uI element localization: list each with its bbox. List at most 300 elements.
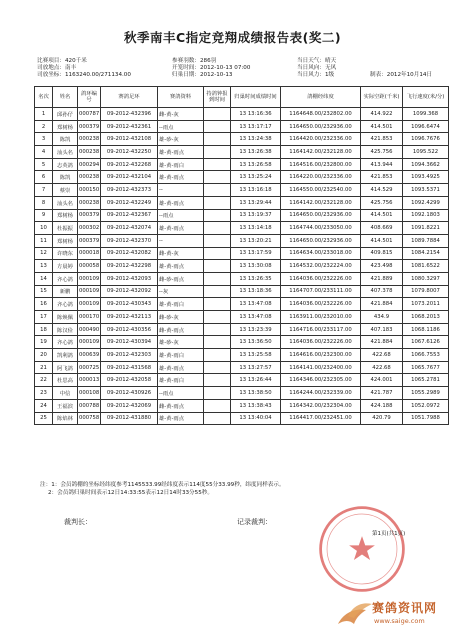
table-cell: 陈焰林 (53, 412, 78, 425)
table-cell: 雌-黄-雨点 (158, 323, 204, 336)
table-cell (204, 158, 231, 171)
table-cell: 1164420.00/232336.00 (281, 133, 361, 146)
table-cell: 雄-黄-雨点 (158, 412, 204, 425)
table-cell: 齐心鸽 (53, 272, 78, 285)
table-cell: 09-2012-432104 (101, 171, 158, 184)
table-row (35, 184, 449, 197)
table-cell: 1066.7553 (403, 349, 449, 362)
meta-item: 当日风向：无风 (297, 65, 337, 72)
table-cell: 雄-黄-雨点 (158, 196, 204, 209)
table-cell: 422.68 (361, 349, 403, 362)
table-cell: 408.669 (361, 222, 403, 235)
table-cell (204, 120, 231, 133)
table-cell: 409.815 (361, 247, 403, 260)
table-cell: 12 (35, 247, 53, 260)
table-cell (204, 222, 231, 235)
table-cell: 汕头名 (53, 196, 78, 209)
table-cell: 1164142.00/232128.00 (281, 146, 361, 159)
table-cell: 齐心鸽 (53, 336, 78, 349)
table-cell (204, 133, 231, 146)
table-row (35, 374, 449, 387)
col-header: 持鸽钟报到时间 (204, 87, 231, 108)
table-row (35, 298, 449, 311)
table-cell: 志英鸽 (53, 158, 78, 171)
table-cell: 13 13:38:43 (231, 399, 281, 412)
report-title: 秋季南丰C指定竞翔成绩报告表(奖二) (123, 30, 342, 45)
watermark-title: 赛鸽资讯网 (372, 601, 438, 615)
table-cell: 郑树杨 (53, 209, 78, 222)
table-cell: 422.68 (361, 361, 403, 374)
table-cell: 13 13:47:08 (231, 298, 281, 311)
table-cell: 1164036.00/232226.00 (281, 272, 361, 285)
table-cell: 000379 (78, 209, 101, 222)
table-cell: 09-2012-432250 (101, 146, 158, 159)
table-cell: 000238 (78, 146, 101, 159)
table-cell: 蔡崇 (53, 184, 78, 197)
table-cell: 新鹏 (53, 285, 78, 298)
table-cell (204, 272, 231, 285)
table-row (35, 247, 449, 260)
table-cell: 雄-黄-雨点 (158, 222, 204, 235)
table-cell (204, 412, 231, 425)
table-cell: 424.001 (361, 374, 403, 387)
table-cell: 杜振振 (53, 222, 78, 235)
col-header: 飞行速度(米/分) (403, 87, 449, 108)
table-cell: 许晓东 (53, 247, 78, 260)
table-cell: 1096.7676 (403, 133, 449, 146)
table-cell: 方晨婷 (53, 260, 78, 273)
table-row (35, 336, 449, 349)
table-cell: -- (158, 184, 204, 197)
table-cell: 1079.8007 (403, 285, 449, 298)
table-cell (204, 196, 231, 209)
table-cell: 王福滨 (53, 399, 78, 412)
table-cell: 421.853 (361, 133, 403, 146)
table-cell: 1164616.00/232300.00 (281, 349, 361, 362)
table-cell: 1164650.00/232936.00 (281, 209, 361, 222)
table-row (35, 234, 449, 247)
table-cell: 000725 (78, 361, 101, 374)
table-cell (204, 387, 231, 400)
table-cell: 1 (35, 108, 53, 121)
table-cell: 000758 (78, 412, 101, 425)
table-cell: 13 13:16:18 (231, 184, 281, 197)
results-table (34, 86, 449, 425)
table-cell (204, 234, 231, 247)
col-header: 实际空距(千米) (361, 87, 403, 108)
seal-star-icon (349, 536, 375, 560)
table-cell: --灰 (158, 285, 204, 298)
table-cell: 6 (35, 171, 53, 184)
table-cell: 雄-黄-雨点 (158, 171, 204, 184)
table-cell: 1055.2989 (403, 387, 449, 400)
table-cell: 郑树杨 (53, 234, 78, 247)
table-cell: 421.889 (361, 272, 403, 285)
table-cell: 1164417.00/232451.00 (281, 412, 361, 425)
table-cell: 414.529 (361, 184, 403, 197)
table-cell: 13 13:19:37 (231, 209, 281, 222)
table-cell: --雨点 (158, 120, 204, 133)
col-header: 姓名 (53, 87, 78, 108)
umpire-signature: 裁判长： (64, 518, 92, 526)
table-cell: 1164744.00/233050.00 (281, 222, 361, 235)
col-header: 赛鸽足环 (101, 87, 158, 108)
table-cell: 1163911.00/232010.00 (281, 311, 361, 324)
table-row (35, 171, 449, 184)
table-cell: 414.501 (361, 120, 403, 133)
table-cell: 13 13:18:36 (231, 285, 281, 298)
table-cell (204, 260, 231, 273)
table-cell: 13 13:40:04 (231, 412, 281, 425)
table-cell: 09-2012-431568 (101, 361, 158, 374)
meta-item: 比赛项目：420千米 (37, 58, 87, 64)
table-cell: 1094.3662 (403, 158, 449, 171)
table-cell: 407.378 (361, 285, 403, 298)
official-seal (316, 503, 408, 595)
table-cell: 1065.7677 (403, 361, 449, 374)
table-cell: 13 13:17:59 (231, 247, 281, 260)
table-row (35, 209, 449, 222)
table-cell: 25 (35, 412, 53, 425)
table-cell: 1164036.00/232226.00 (281, 298, 361, 311)
table-cell: 1092.4299 (403, 196, 449, 209)
table-cell: 邱孙仔 (53, 108, 78, 121)
table-cell: 000302 (78, 222, 101, 235)
table-cell: 雄-黄-雨点 (158, 260, 204, 273)
table-cell: 雄-砂-灰 (158, 133, 204, 146)
table-row (35, 146, 449, 159)
table-row (35, 285, 449, 298)
table-cell (204, 298, 231, 311)
table-cell: 1092.1803 (403, 209, 449, 222)
table-cell: 000058 (78, 260, 101, 273)
table-row (35, 323, 449, 336)
table-cell (204, 108, 231, 121)
table-cell: 1164532.00/232224.00 (281, 260, 361, 273)
table-cell: 雄-黄-雨白 (158, 349, 204, 362)
table-cell: 13 13:16:36 (231, 108, 281, 121)
table-cell: 2 (35, 120, 53, 133)
table-cell: 1164141.00/232400.00 (281, 361, 361, 374)
table-row (35, 387, 449, 400)
table-cell (204, 146, 231, 159)
table-cell: 中信 (53, 387, 78, 400)
meta-item: 当日风力：1级 (297, 72, 335, 79)
meta-item: 开笼时间：2012-10-13 07:00 (172, 65, 251, 72)
table-cell: 09-2012-432113 (101, 311, 158, 324)
table-cell: 09-2012-432367 (101, 209, 158, 222)
header-row (35, 87, 449, 108)
table-cell: 雄-黄-雨白 (158, 298, 204, 311)
footnote: 2：会员鸽归巢时间表示12日14:33:55表示12日14时33分55秒。 (48, 490, 213, 496)
table-cell: 1089.7884 (403, 234, 449, 247)
meta-far: 制表：2012年10月14日 (370, 72, 433, 79)
table-cell: 24 (35, 399, 53, 412)
table-cell: 1164650.00/232936.00 (281, 234, 361, 247)
table-cell: 雄-砂-灰 (158, 336, 204, 349)
table-cell: 09-2012-430394 (101, 336, 158, 349)
table-cell: 420.79 (361, 412, 403, 425)
table-cell: 09-2012-432268 (101, 158, 158, 171)
table-cell (204, 285, 231, 298)
table-row (35, 260, 449, 273)
table-cell: 18 (35, 323, 53, 336)
table-cell: 000013 (78, 374, 101, 387)
table-cell: 1052.0972 (403, 399, 449, 412)
table-cell: 000788 (78, 399, 101, 412)
table-cell: 1095.522 (403, 146, 449, 159)
table-cell: 1080.3297 (403, 272, 449, 285)
table-cell: 13 13:25:58 (231, 349, 281, 362)
table-cell: 09-2012-430356 (101, 323, 158, 336)
table-cell: 13 13:24:38 (231, 133, 281, 146)
table-cell: 09-2012-432082 (101, 247, 158, 260)
table-cell (204, 247, 231, 260)
table-cell: 20 (35, 349, 53, 362)
table-row (35, 399, 449, 412)
meta-right (297, 58, 336, 80)
table-cell (204, 349, 231, 362)
table-cell: 19 (35, 336, 53, 349)
table-cell: 000109 (78, 298, 101, 311)
table-cell: 13 13:23:39 (231, 323, 281, 336)
table-cell: 陈凯 (53, 171, 78, 184)
table-cell: 000170 (78, 311, 101, 324)
table-cell: 09-2012-432370 (101, 234, 158, 247)
table-row (35, 133, 449, 146)
table-cell: 1073.2011 (403, 298, 449, 311)
table-cell: -- (158, 234, 204, 247)
table-cell: 000150 (78, 184, 101, 197)
table-cell: 1164346.00/232305.00 (281, 374, 361, 387)
table-cell (204, 399, 231, 412)
table-cell: 5 (35, 158, 53, 171)
table-cell: 1164550.00/232540.00 (281, 184, 361, 197)
table-cell: --雨点 (158, 209, 204, 222)
meta-mid (172, 58, 250, 80)
table-cell: 09-2012-431880 (101, 412, 158, 425)
meta-item: 归巢日期：2012-10-13 (172, 72, 233, 79)
table-cell: 09-2012-432092 (101, 285, 158, 298)
table-cell: 汕头名 (53, 146, 78, 159)
table-cell: 09-2012-432069 (101, 399, 158, 412)
table-cell: 13 13:29:44 (231, 196, 281, 209)
table-cell: 000109 (78, 285, 101, 298)
table-cell: 13 13:26:44 (231, 374, 281, 387)
table-cell: 11 (35, 234, 53, 247)
page-number: 第1页(共1页) (372, 531, 406, 537)
table-cell: 1164716.00/233117.00 (281, 323, 361, 336)
meta-item: 参赛羽数：286羽 (172, 58, 217, 64)
table-cell: 09-2012-432058 (101, 374, 158, 387)
table-cell: 雌-黄-灰 (158, 108, 204, 121)
table-cell: 421.787 (361, 387, 403, 400)
table-cell: 09-2012-430926 (101, 387, 158, 400)
table-cell: 000238 (78, 171, 101, 184)
table-cell: 22 (35, 374, 53, 387)
table-cell: 陈焕佩 (53, 311, 78, 324)
table-cell: 13 13:20:21 (231, 234, 281, 247)
table-cell: 1164650.00/232936.00 (281, 120, 361, 133)
table-cell: 421.853 (361, 171, 403, 184)
table-cell: 434.9 (361, 311, 403, 324)
table-cell: 1164707.00/233111.00 (281, 285, 361, 298)
table-cell (204, 374, 231, 387)
table-cell (204, 171, 231, 184)
col-header: 归巢时间成绩时间 (231, 87, 281, 108)
table-cell: 4 (35, 146, 53, 159)
table-cell: 13 13:17:17 (231, 120, 281, 133)
table-cell: 齐心鸽 (53, 298, 78, 311)
table-cell: 000238 (78, 133, 101, 146)
table-cell (204, 361, 231, 374)
table-cell: 1164342.00/232304.00 (281, 399, 361, 412)
table-cell: 000238 (78, 196, 101, 209)
table-cell: 1164142.00/232128.00 (281, 196, 361, 209)
wing-icon (348, 603, 372, 618)
meta-item: 当日天气：晴天 (297, 58, 337, 64)
table-cell: --雨点 (158, 387, 204, 400)
table-cell: 000490 (78, 323, 101, 336)
table-cell: 000109 (78, 336, 101, 349)
table-cell: 雄-黄-雨点 (158, 361, 204, 374)
table-cell (204, 311, 231, 324)
table-cell: 陈凯 (53, 133, 78, 146)
table-row (35, 311, 449, 324)
table-cell (204, 323, 231, 336)
table-cell: 1096.6474 (403, 120, 449, 133)
col-header: 名次 (35, 87, 53, 108)
table-cell: 1164516.00/232800.00 (281, 158, 361, 171)
table-cell: 1164648.00/232802.00 (281, 108, 361, 121)
table-cell: 09-2012-432074 (101, 222, 158, 235)
table-cell: 000379 (78, 120, 101, 133)
table-cell: 9 (35, 209, 53, 222)
table-cell: 000639 (78, 349, 101, 362)
table-cell: 雌-砂-灰 (158, 311, 204, 324)
table-cell: 雌-黄-雨点 (158, 399, 204, 412)
table-cell: 杜思高 (53, 374, 78, 387)
table-cell: 13 13:26:58 (231, 158, 281, 171)
table-cell: 13 13:26:35 (231, 272, 281, 285)
table-cell: 09-2012-432108 (101, 133, 158, 146)
table-cell: 1067.6126 (403, 336, 449, 349)
table-cell: 1093.5371 (403, 184, 449, 197)
table-cell: 13 13:26:38 (231, 146, 281, 159)
table-cell: 1164036.00/232226.00 (281, 336, 361, 349)
table-cell (204, 336, 231, 349)
table-cell: 000787 (78, 108, 101, 121)
table-cell: 17 (35, 311, 53, 324)
table-cell: 13 13:27:57 (231, 361, 281, 374)
table-row (35, 120, 449, 133)
table-cell: 09-2012-432249 (101, 196, 158, 209)
table-cell: 000294 (78, 158, 101, 171)
table-cell: 1164220.00/232336.00 (281, 171, 361, 184)
table-cell: 09-2012-430343 (101, 298, 158, 311)
table-cell: 000109 (78, 272, 101, 285)
results-body (35, 108, 449, 425)
table-cell: 13 13:47:08 (231, 311, 281, 324)
table-cell: 1068.2013 (403, 311, 449, 324)
table-cell: 陈汉俭 (53, 323, 78, 336)
table-cell: 09-2012-432303 (101, 349, 158, 362)
table-cell: 1084.2154 (403, 247, 449, 260)
table-cell: 413.944 (361, 158, 403, 171)
table-cell: 425.756 (361, 196, 403, 209)
table-cell: 15 (35, 285, 53, 298)
table-cell: 1068.1186 (403, 323, 449, 336)
table-cell: 421.884 (361, 298, 403, 311)
table-cell: 09-2012-432361 (101, 120, 158, 133)
table-row (35, 196, 449, 209)
table-row (35, 108, 449, 121)
table-cell: 424.188 (361, 399, 403, 412)
table-cell: 23 (35, 387, 53, 400)
table-cell: 13 13:25:24 (231, 171, 281, 184)
watermark-url: www.saige.com (374, 617, 425, 625)
table-cell: 414.501 (361, 234, 403, 247)
table-cell: 09-2012-432373 (101, 184, 158, 197)
table-cell: 13 13:38:50 (231, 387, 281, 400)
table-cell: 000018 (78, 247, 101, 260)
table-cell: 14 (35, 272, 53, 285)
table-cell: 3 (35, 133, 53, 146)
col-header: 鸽环编号 (78, 87, 101, 108)
recorder-signature: 记录裁判： (237, 518, 272, 526)
table-cell: 000108 (78, 387, 101, 400)
table-cell: 10 (35, 222, 53, 235)
table-cell: 8 (35, 196, 53, 209)
table-row (35, 158, 449, 171)
table-cell: 09-2012-432093 (101, 272, 158, 285)
table-cell: 雌-砂-雨点 (158, 272, 204, 285)
table-cell: 1093.4925 (403, 171, 449, 184)
table-cell: 1081.6522 (403, 260, 449, 273)
meta-item: 司放地点：南丰 (37, 65, 77, 72)
table-cell: 1051.7988 (403, 412, 449, 425)
table-cell: 1065.2781 (403, 374, 449, 387)
table-cell: 雄-黄-雨点 (158, 146, 204, 159)
footnotes (40, 481, 285, 497)
table-row (35, 412, 449, 425)
meta-item: 司放坐标：1163240.00/271134.00 (37, 72, 131, 79)
table-cell: 13 (35, 260, 53, 273)
table-cell: 000379 (78, 234, 101, 247)
table-cell: 雄-黄-雨白 (158, 158, 204, 171)
col-header: 赛鸽资料 (158, 87, 204, 108)
table-cell: 1164634.00/233018.00 (281, 247, 361, 260)
col-header: 鸽棚经纬度 (281, 87, 361, 108)
table-cell: 1091.8221 (403, 222, 449, 235)
table-cell: 13 13:36:50 (231, 336, 281, 349)
table-cell: 16 (35, 298, 53, 311)
table-cell: 425.756 (361, 146, 403, 159)
table-cell: 凯利鸽 (53, 349, 78, 362)
table-cell: 阿飞鸽 (53, 361, 78, 374)
table-cell: 421.884 (361, 336, 403, 349)
table-row (35, 349, 449, 362)
table-row (35, 361, 449, 374)
table-cell: 雌-黄-灰 (158, 247, 204, 260)
table-cell: 407.183 (361, 323, 403, 336)
footnote: 注：1：会员鸽棚的坐标经纬度参考1145533.99经纬度表示114度55分33.99秒，纬度同样表示。 (40, 482, 285, 488)
table-cell: 13 13:30:08 (231, 260, 281, 273)
table-cell: 414.922 (361, 108, 403, 121)
table-cell: 1164244.00/232339.00 (281, 387, 361, 400)
table-cell (204, 209, 231, 222)
table-cell: 7 (35, 184, 53, 197)
